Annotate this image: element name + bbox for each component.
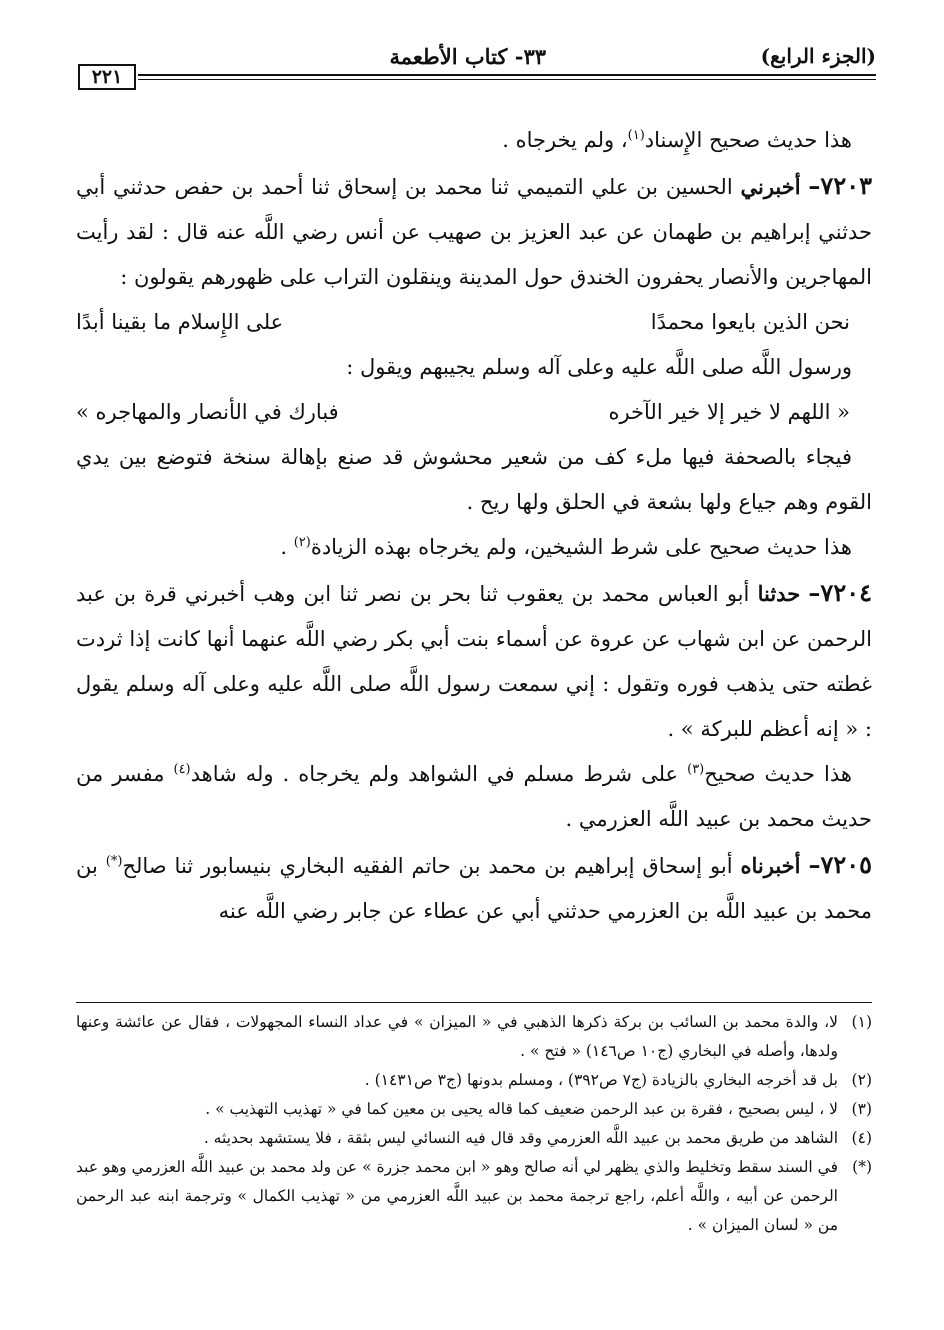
hadith-7205 — [76, 842, 872, 934]
footnote-text: في السند سقط وتخليط والذي يظهر لي أنه صالح وهو « ابن محمد جزرة » عن ولد محمد بن عبيد اللَّه العزرمي وهو عبد الرحمن عن أبيه ، واللَّه أعلم، راجع ترجمة محمد بن عبيد اللَّه العزرمي من « تهذيب الكمال » وترجمة ابنه عبد الرحمن من « لسان الميزان » . — [76, 1158, 838, 1234]
main-text — [76, 118, 872, 934]
verse-line-2 — [76, 390, 872, 435]
narration-paragraph: فيجاء بالصحفة فيها ملء كف من شعير محشوش قد صنع بإهالة سنخة فتوضع بين يدي القوم وهم جياع ولها بشعة في الحلق ولها ريح . — [76, 445, 872, 514]
text: ، ولم يخرجاه . — [502, 128, 628, 152]
hadith-text: أبو إسحاق إبراهيم بن محمد بن حاتم الفقيه البخاري بنيسابور ثنا صالح — [122, 854, 733, 878]
grade-paragraph-3 — [76, 752, 872, 842]
hadith-keyword: أخبرناه — [740, 853, 801, 878]
verse-hemistich: فبارك في الأنصار والمهاجره » — [76, 400, 339, 424]
footnote-text: بل قد أخرجه البخاري بالزيادة (ج٧ ص٣٩٢) ، ومسلم بدونها (ج٣ ص١٤٣١) . — [364, 1071, 838, 1089]
part-title: (الجزء الرابع) — [760, 44, 876, 68]
footnote-ref: (٢) — [293, 535, 311, 550]
header-rule-thin — [138, 79, 876, 80]
hadith-keyword: حدثنا — [757, 581, 801, 606]
hadith-7203 — [76, 163, 872, 300]
footnote-star — [76, 1153, 872, 1240]
hadith-number: ٧٢٠٣– — [808, 171, 872, 200]
text: هذا حديث صحيح الإِسناد — [644, 128, 852, 152]
footnote-ref: (٣) — [687, 762, 705, 777]
grade-paragraph-2 — [76, 525, 872, 570]
verse-hemistich: على الإِسلام ما بقينا أبدًا — [76, 310, 284, 334]
footnote-mark: (٤) — [851, 1129, 872, 1147]
verse-line-1 — [76, 300, 872, 345]
footnote-text: لا ، ليس بصحيح ، فقرة بن عبد الرحمن ضعيف كما قاله يحيى بن معين كما في « تهذيب التهذيب » . — [205, 1100, 838, 1118]
footnote-mark: (*) — [852, 1158, 872, 1176]
footnote-3 — [76, 1095, 872, 1124]
footnote-2 — [76, 1066, 872, 1095]
footnote-ref: (١) — [627, 128, 645, 143]
text: على شرط مسلم في الشواهد ولم يخرجاه . وله شاهد — [190, 762, 679, 786]
hadith-text: بن محمد بن عبيد اللَّه بن العزرمي حدثني أبي عن عطاء عن جابر رضي اللَّه عنه — [76, 854, 872, 923]
text: هذا حديث صحيح على شرط الشيخين، ولم يخرجاه بهذه الزيادة — [310, 535, 852, 559]
hadith-7204 — [76, 570, 872, 752]
footnote-ref: (٤) — [173, 762, 191, 777]
footnote-mark: (١) — [851, 1013, 872, 1031]
running-header — [78, 44, 876, 88]
footnote-text: الشاهد من طريق محمد بن عبيد اللَّه العزرمي وقد قال فيه النسائي ليس بثقة ، فلا يستشهد بحديثه . — [203, 1129, 838, 1147]
hadith-number: ٧٢٠٤– — [808, 578, 872, 607]
footnote-4 — [76, 1124, 872, 1153]
book-title: ٣٣- كتاب الأطعمة — [389, 44, 546, 69]
verse-hemistich: « اللهم لا خير إلا خير الآخره — [608, 400, 850, 424]
footnote-ref: (*) — [105, 854, 123, 869]
footnote-1 — [76, 1008, 872, 1066]
footnotes — [76, 1008, 872, 1240]
header-rule — [138, 74, 876, 76]
page-number: ٢٢١ — [78, 64, 136, 90]
text: . — [280, 535, 287, 559]
footnote-text: لا، والدة محمد بن السائب بن بركة ذكرها الذهبي في « الميزان » في عداد النساء المجهولات ، فقال عن عائشة وعنها ولدها، وأصله في البخاري (ج١٠ ص١٤٦) « فتح » . — [76, 1013, 838, 1060]
text: مفسر من حديث محمد بن عبيد اللَّه العزرمي . — [76, 762, 872, 831]
verse-hemistich: نحن الذين بايعوا محمدًا — [650, 310, 850, 334]
grade-paragraph-1 — [76, 118, 872, 163]
footnote-separator — [76, 1002, 872, 1003]
hadith-text: أبو العباس محمد بن يعقوب ثنا بحر بن نصر ثنا ابن وهب أخبرني قرة بن عبد الرحمن عن ابن شهاب عن عروة عن أسماء بنت أبي بكر رضي اللَّه عنهما أنها كانت إذا ثردت غطته حتى يذهب فوره وتقول : إني سمعت رسول اللَّه صلى اللَّه عليه وعلى آله وسلم يقول : « إنه أعظم للبركة » . — [76, 582, 872, 741]
hadith-number: ٧٢٠٥– — [808, 850, 872, 879]
text: هذا حديث صحيح — [704, 762, 852, 786]
footnote-mark: (٣) — [851, 1100, 872, 1118]
footnote-mark: (٢) — [851, 1071, 872, 1089]
hadith-keyword: أخبرني — [740, 174, 801, 199]
hadith-text: الحسين بن علي التميمي ثنا محمد بن إسحاق ثنا أحمد بن حفص حدثني أبي حدثني إبراهيم بن طهمان عن عبد العزيز بن صهيب عن أنس رضي اللَّه عنه قال : لقد رأيت المهاجرين والأنصار يحفرون الخندق حول المدينة وينقلون التراب على ظهورهم يقولون : — [76, 175, 872, 289]
narration-line: ورسول اللَّه صلى اللَّه عليه وعلى آله وسلم يجيبهم ويقول : — [346, 355, 852, 379]
